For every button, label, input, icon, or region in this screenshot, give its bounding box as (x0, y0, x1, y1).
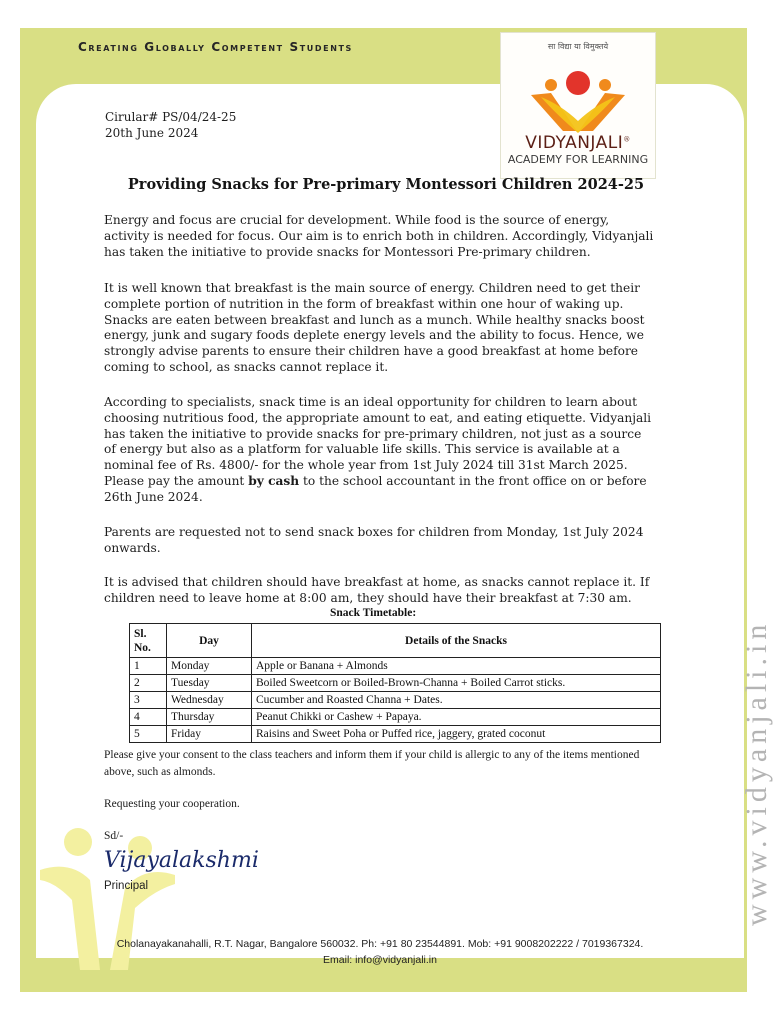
header-sl-no: Sl. No. (130, 624, 167, 658)
circular-date: 20th June 2024 (105, 126, 199, 140)
row-sl: 4 (130, 709, 167, 726)
website-watermark: www.vidyanjali.in (740, 619, 773, 926)
logo-motto: सा विद्या या विमुक्तये (547, 42, 609, 51)
snack-timetable (129, 623, 661, 743)
header-day: Day (167, 624, 252, 658)
logo-subtitle: ACADEMY FOR LEARNING (507, 153, 649, 166)
row-sl: 5 (130, 726, 167, 743)
consent-note: Please give your consent to the class teachers and inform them if your child is allergic to any of the items mentioned above, such as almonds. (104, 749, 640, 778)
row-details: Raisins and Sweet Poha or Puffed rice, jaggery, grated coconut (252, 726, 661, 743)
closing-line: Requesting your cooperation. (104, 798, 240, 810)
table-row (130, 726, 661, 743)
logo-name-text: VIDYANJALI (525, 133, 624, 153)
footer-email: Email: info@vidyanjali.in (323, 954, 437, 966)
registered-mark: ® (623, 135, 631, 144)
table-row (130, 658, 661, 675)
row-details: Peanut Chikki or Cashew + Papaya. (252, 709, 661, 726)
row-details: Cucumber and Roasted Channa + Dates. (252, 692, 661, 709)
header-details: Details of the Snacks (252, 624, 661, 658)
row-details: Boiled Sweetcorn or Boiled-Brown-Channa + Boiled Carrot sticks. (252, 675, 661, 692)
payment-method: by cash (248, 473, 300, 488)
row-day: Wednesday (167, 692, 252, 709)
school-logo (500, 32, 656, 179)
row-sl: 2 (130, 675, 167, 692)
footer-address: Cholanayakanahalli, R.T. Nagar, Bangalore 560032. Ph: +91 80 23544891. Mob: +91 9008202222 / 7019367324. (116, 938, 644, 950)
row-day: Monday (167, 658, 252, 675)
principal-title: Principal (104, 880, 149, 892)
row-day: Tuesday (167, 675, 252, 692)
snack-service-text-a: According to specialists, snack time is an ideal opportunity for children to learn about choosing nutritious food, the appropriate amount to eat, and eating etiquette. Vidyanjali has taken the initiative to provide snacks for pre-primary children, not just as a source of energy but also as a platform for valuable life skills. This service is available at a nominal fee of Rs. 4800/- for the whole year from 1st July 2024 till 31st March 2025. Please pay the amount (104, 395, 652, 488)
document-title: Providing Snacks for Pre-primary Montessori Children 2024-25 (127, 176, 645, 193)
paragraph-snack-service (104, 395, 656, 506)
table-header-row (130, 624, 661, 658)
header-tagline: Creating Globally Competent Students (78, 40, 353, 54)
row-sl: 3 (130, 692, 167, 709)
paragraph-breakfast-advice: It is advised that children should have breakfast at home, as snacks cannot replace it. If children need to leave home at 8:00 am, they should have their breakfast at 7:30 am. (104, 575, 650, 605)
row-sl: 1 (130, 658, 167, 675)
row-day: Thursday (167, 709, 252, 726)
table-row (130, 675, 661, 692)
timetable-title: Snack Timetable: (330, 607, 417, 619)
principal-signature: Vijayalakshmi (104, 848, 259, 873)
logo-emblem-icon (501, 33, 655, 133)
circular-number: Cirular# PS/04/24-25 (105, 110, 237, 124)
paragraph-intro: Energy and focus are crucial for development. While food is the source of energy, activity is needed for focus. Our aim is to enrich both in children. Accordingly, Vidyanjali has taken the initiative to provide snacks for Montessori Pre-primary children. (104, 213, 654, 259)
logo-name (501, 133, 655, 153)
snack-service-text-b: to the school accountant in the front office on or before 26th June 2024. (104, 473, 647, 504)
paragraph-breakfast: It is well known that breakfast is the main source of energy. Children need to get their complete portion of nutrition in the form of breakfast within one hour of waking up. Snacks are eaten between breakfast and lunch as a munch. While healthy snacks boost energy, junk and sugary foods deplete energy levels and the ability to focus. Hence, we strongly advise parents to ensure their children have a good breakfast at home before coming to school, as snacks cannot replace it. (104, 281, 645, 374)
sd-mark: Sd/- (104, 830, 124, 842)
row-day: Friday (167, 726, 252, 743)
row-details: Apple or Banana + Almonds (252, 658, 661, 675)
table-row (130, 692, 661, 709)
table-row (130, 709, 661, 726)
paragraph-snack-boxes: Parents are requested not to send snack boxes for children from Monday, 1st July 2024 onwards. (104, 525, 644, 555)
